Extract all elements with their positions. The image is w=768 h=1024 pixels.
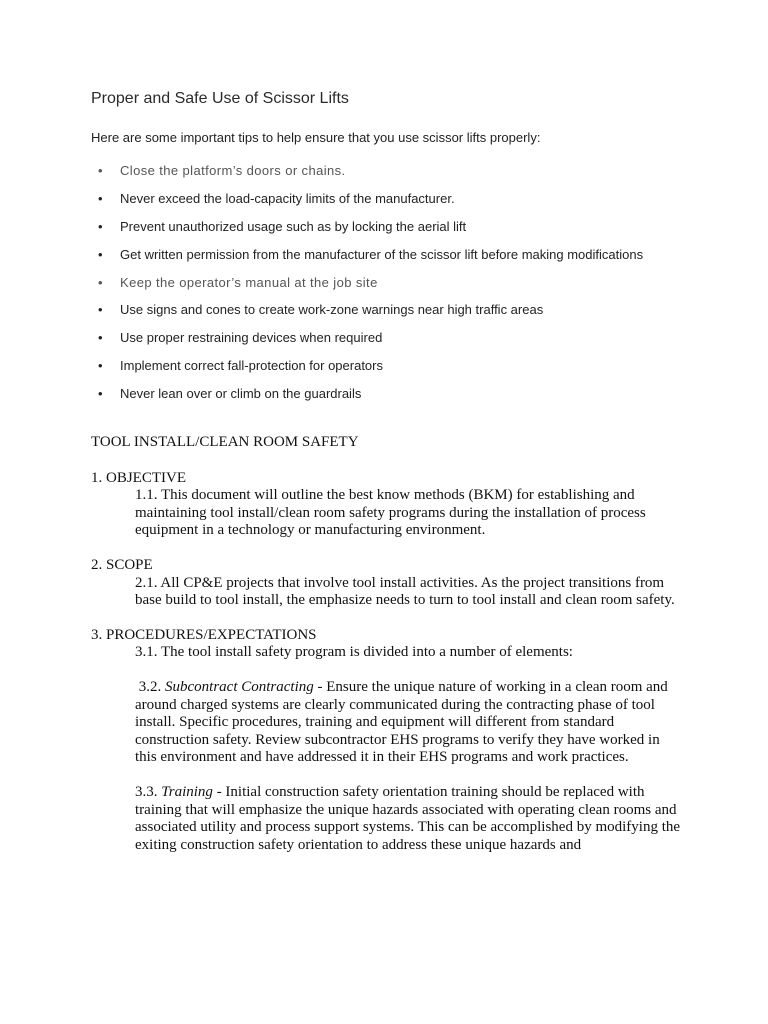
paragraph-topic: Subcontract Contracting: [165, 678, 314, 695]
heading-scope: 2. SCOPE: [91, 556, 153, 573]
section-title-tool-install: TOOL INSTALL/CLEAN ROOM SAFETY: [91, 434, 359, 450]
list-item: [98, 191, 455, 206]
objective-body: 1.1. This document will outline the best know methods (BKM) for establishing and maintaining tool install/clean room safety programs during the installation of process equipment in a technology or manufacturing environment.: [135, 487, 646, 539]
list-item-text: Never exceed the load-capacity limits of the manufacturer.: [120, 191, 455, 206]
list-item-text: Use proper restraining devices when required: [120, 330, 383, 345]
paragraph-training: [135, 784, 683, 854]
bullet-icon: •: [98, 358, 103, 373]
bullet-icon: •: [98, 247, 103, 262]
list-item: [98, 163, 346, 178]
bullet-icon: •: [98, 191, 103, 206]
paragraph-text: - Ensure the unique nature of working in a clean room and around charged systems are clearly communicated during the contracting phase of tool install. Specific procedures, training and equipment will different from standard construction safety. Review subcontractor EHS programs to verify they have worked in this environment and have addressed it in their EHS programs and work practices.: [135, 678, 668, 766]
list-item-text: Close the platform’s doors or chains.: [120, 163, 346, 178]
list-item-text: Implement correct fall-protection for operators: [120, 358, 383, 373]
list-item-text: Keep the operator’s manual at the job site: [120, 275, 378, 290]
heading-procedures: 3. PROCEDURES/EXPECTATIONS: [91, 626, 317, 643]
scope-body: 2.1. All CP&E projects that involve tool install activities. As the project transitions from base build to tool install, the emphasize needs to turn to tool install and clean room safety.: [135, 574, 675, 609]
tool-install-section: [91, 434, 691, 854]
procedures-body: 3.1. The tool install safety program is divided into a number of elements:: [135, 644, 573, 661]
bullet-icon: •: [98, 330, 103, 345]
list-item: [98, 247, 643, 262]
heading-objective: 1. OBJECTIVE: [91, 469, 186, 486]
list-item: [98, 219, 466, 234]
list-item-text: Get written permission from the manufacturer of the scissor lift before making modifications: [120, 247, 644, 262]
intro-text: Here are some important tips to help ensure that you use scissor lifts properly:: [91, 130, 541, 145]
paragraph-number: 3.2.: [135, 678, 165, 695]
bullet-icon: •: [98, 275, 103, 290]
list-item-text: Use signs and cones to create work-zone warnings near high traffic areas: [120, 302, 544, 317]
bullet-icon: •: [98, 302, 103, 317]
paragraph-topic: Training: [161, 783, 213, 800]
list-item: [98, 330, 382, 345]
list-item: [98, 302, 543, 317]
bullet-icon: •: [98, 163, 103, 178]
list-item: [98, 275, 378, 290]
paragraph-subcontract-contracting: [135, 679, 683, 767]
bullet-icon: •: [98, 219, 103, 234]
list-item-text: Never lean over or climb on the guardrails: [120, 386, 362, 401]
paragraph-number: 3.3.: [135, 783, 162, 800]
section-title-scissor-lifts: Proper and Safe Use of Scissor Lifts: [91, 90, 349, 107]
list-item: [98, 358, 383, 373]
bullet-icon: •: [98, 386, 103, 401]
list-item: [98, 386, 361, 401]
paragraph-text: - Initial construction safety orientation training should be replaced with training that will emphasize the unique hazards associated with operating clean rooms and associated utility and process support systems. This can be accomplished by modifying the exiting construction safety orientation to address these unique hazards and: [135, 783, 681, 853]
list-item-text: Prevent unauthorized usage such as by locking the aerial lift: [120, 219, 467, 234]
